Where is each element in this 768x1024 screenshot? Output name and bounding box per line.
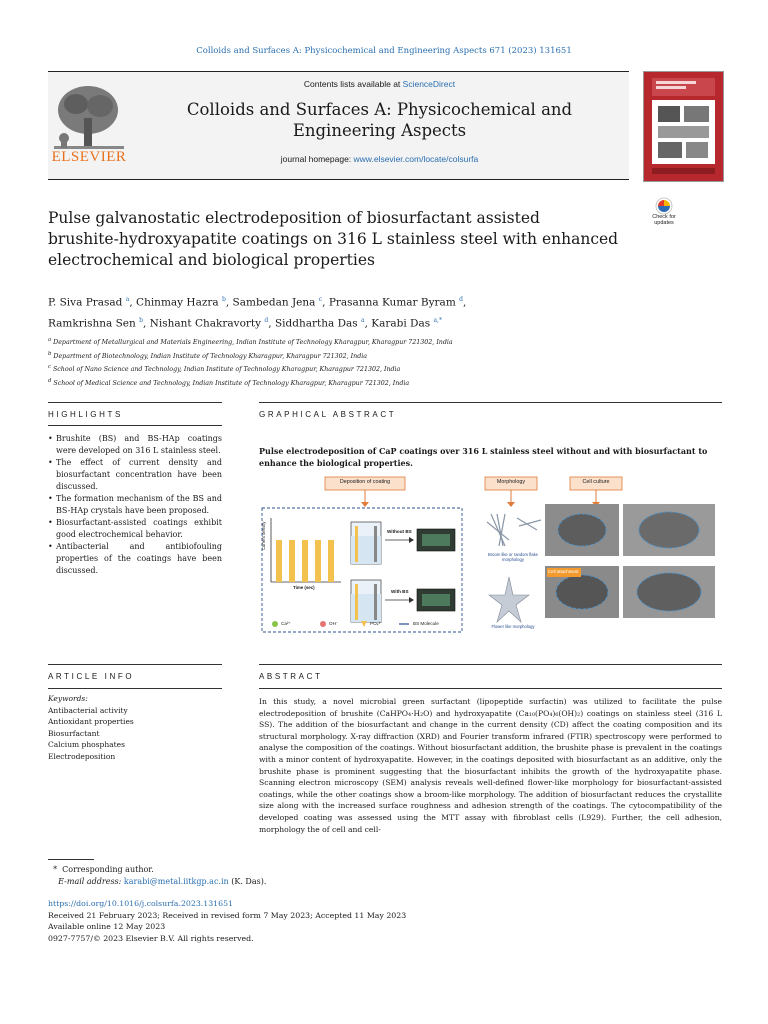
homepage-link[interactable]: www.elsevier.com/locate/colsurfa xyxy=(353,154,479,164)
publisher-wordmark[interactable]: ELSEVIER xyxy=(51,149,127,165)
author-affil-mark[interactable]: d xyxy=(264,316,269,324)
author-affil-mark[interactable]: b xyxy=(222,296,226,303)
cover-art-icon xyxy=(644,72,723,181)
email-link[interactable]: karabi@metal.iitkgp.ac.in xyxy=(123,877,229,886)
author-affil-mark[interactable]: c xyxy=(318,296,323,303)
corresponding-author-note xyxy=(48,864,448,888)
author-affil-mark[interactable]: a,* xyxy=(433,316,442,324)
article-info-heading: ARTICLE INFO xyxy=(48,672,135,681)
graphical-abstract-rule xyxy=(259,402,722,403)
affiliation-text: Department of Biotechnology, Indian Institute of Technology Kharagpur, Kharagpur 721302, India xyxy=(53,352,368,360)
author-name[interactable]: Nishant Chakravorty xyxy=(149,317,262,329)
abstract-underline xyxy=(259,688,722,689)
highlight-item: • Brushite (BS) and BS-HAp coatings were developed on 316 L stainless steel. xyxy=(56,433,222,457)
author-affil-mark[interactable]: d xyxy=(459,296,463,303)
footnote-rule xyxy=(48,859,94,860)
check-updates-line: Check for xyxy=(652,214,676,220)
received-dates: Received 21 February 2023; Received in revised form 7 May 2023; Accepted 11 May 2023 xyxy=(48,910,407,920)
available-online: Available online 12 May 2023 xyxy=(48,922,166,932)
keyword-item: Antibacterial activity xyxy=(48,705,128,715)
keyword-item: Electrodeposition xyxy=(48,751,116,761)
author-name[interactable]: Siddhartha Das xyxy=(274,317,358,329)
highlights-rule xyxy=(48,402,222,403)
highlight-item: • Biosurfactant-assisted coatings exhibit good electrochemical behavior. xyxy=(56,517,222,541)
author-name[interactable]: Prasanna Kumar Byram xyxy=(328,296,456,309)
keywords-label: Keywords: xyxy=(48,694,88,703)
journal-title-line: Colloids and Surfaces A: Physicochemical and xyxy=(186,100,573,119)
affiliation-mark: c xyxy=(48,364,51,371)
ga-deposition-label: Deposition of coating xyxy=(339,479,391,485)
affiliation-text: Department of Metallurgical and Materials Engineering, Indian Institute of Technology Kharagpur, Kharagpur 721302, India xyxy=(53,339,453,347)
author-name[interactable]: P. Siva Prasad xyxy=(48,296,123,309)
highlight-item: • The effect of current density and biosurfactant concentration have been discussed. xyxy=(56,457,222,493)
keywords-block xyxy=(48,693,228,763)
ga-without-bs-label: Without BS xyxy=(387,529,412,534)
corresponding-line: * Corresponding author. xyxy=(48,865,154,874)
ga-legend-ca: Ca²⁺ xyxy=(281,621,291,626)
journal-homepage xyxy=(130,154,629,164)
article-info-rule xyxy=(48,664,222,665)
affiliation-text: School of Nano Science and Technology, Indian Institute of Technology Kharagpur, Kharagpur 721302, India xyxy=(52,366,401,374)
author-name[interactable]: Sambedan Jena xyxy=(232,296,316,309)
keyword-item: Antioxidant properties xyxy=(48,717,134,727)
author-name[interactable]: Chinmay Hazra xyxy=(136,296,219,309)
affiliation-mark: d xyxy=(48,377,52,384)
paper-title-line: brushite-hydroxyapatite coatings on 316 L stainless steel with enhanced xyxy=(48,230,619,248)
journal-title-line: Engineering Aspects xyxy=(292,121,467,140)
author-affil-mark[interactable]: b xyxy=(139,316,143,324)
article-info-underline xyxy=(48,688,222,689)
check-updates-label xyxy=(641,214,687,226)
highlights-heading: HIGHLIGHTS xyxy=(48,410,123,419)
ga-axis-y-label: Current density xyxy=(261,521,266,550)
ga-legend-oh: OH⁻ xyxy=(329,621,339,626)
running-header[interactable]: Colloids and Surfaces A: Physicochemical and Engineering Aspects 671 (2023) 131651 xyxy=(196,46,572,56)
ga-broom-label: Broom like or random flake morphology xyxy=(487,552,539,562)
abstract-heading: ABSTRACT xyxy=(259,672,323,681)
ga-with-bs-label: With BS xyxy=(391,589,409,594)
homepage-prefix: journal homepage: xyxy=(280,154,354,164)
copyright-line: 0927-7757/© 2023 Elsevier B.V. All rights reserved. xyxy=(48,933,254,943)
check-updates-line: updates xyxy=(654,220,674,226)
affiliation-list xyxy=(48,335,688,389)
paper-title xyxy=(48,208,638,271)
author-name[interactable]: Ramkrishna Sen xyxy=(48,317,136,329)
author-line: P. Siva Prasad $^a$, Chinmay Hazra $^b$, Sambedan Jena $^c$, Prasanna Kumar Byram $^d$, xyxy=(48,296,467,309)
paper-title-line: electrochemical and biological properties xyxy=(48,251,375,269)
author-affil-mark[interactable]: a xyxy=(360,316,365,324)
doi-link[interactable]: https://doi.org/10.1016/j.colsurfa.2023.131651 xyxy=(48,899,234,908)
ga-morphology-label: Morphology xyxy=(496,479,526,485)
highlight-item: • The formation mechanism of the BS and BS-HAp crystals have been proposed. xyxy=(56,493,222,517)
graphical-abstract-heading: GRAPHICAL ABSTRACT xyxy=(259,410,397,419)
abstract-text: In this study, a novel microbial green surfactant (lipopeptide surfactin) was utilized to facilitate the pulse electrodeposition of brushite (CaHPO₄·H₂O) and hydroxyapatite (Ca₁₀(PO₄)₆(OH)₂) coatings on stainless steel (316 L SS). The addition of the biosurfactant and change in the current density (CD) affect the coating composition and its structural morphology. X-ray diffraction (XRD) and Fourier transform infrared (FTIR) spectroscopy were performed to analyse the composition of the coatings. Without biosurfactant addition, the brushite phase is prevalent in the coatings with a minor content of hydroxyapatite. However, in the coatings deposited with biosurfactant as an additive, only the brushite phase is prominent suggesting that the biosurfactant inhibits the growth of the hydroxyapatite phase. Scanning electron microscopy (SEM) analysis reveals well-defined flower-like morphology for biosurfactant-assisted coatings, while the other coatings show a broom-like morphology. The addition of biosurfactant reduces the crystallite size along with the increased surface roughness and adhesion strength of the coatings. The cytocompatibility of the developed coating was assessed using the MTT assay with fibroblast cells (L929). Further, the cell adhesion, morphology the of cell and cell- xyxy=(259,697,722,834)
graphical-abstract-figure[interactable] xyxy=(259,474,722,634)
highlight-item: • Antibacterial and antibiofouling properties of the coatings have been discussed. xyxy=(56,541,222,577)
affiliation-mark: b xyxy=(48,350,52,357)
contents-lists xyxy=(130,79,629,89)
contents-prefix: Contents lists available at xyxy=(303,79,403,89)
author-name[interactable]: Karabi Das xyxy=(371,317,431,329)
abstract-rule xyxy=(259,664,722,665)
affiliation-item xyxy=(48,362,688,376)
paper-title-line: Pulse galvanostatic electrodeposition of biosurfactant assisted xyxy=(48,209,540,227)
sciencedirect-link[interactable]: ScienceDirect xyxy=(402,79,456,89)
article-footer xyxy=(48,898,648,944)
ga-culture-label: Cell culture xyxy=(582,479,610,485)
affiliation-mark: a xyxy=(48,337,52,343)
highlights-underline xyxy=(48,425,222,426)
ga-axis-x-label: Time (sec) xyxy=(293,585,315,590)
keyword-item: Biosurfactant xyxy=(48,728,100,738)
journal-cover-thumbnail[interactable] xyxy=(643,71,724,182)
author-affil-mark[interactable]: a xyxy=(125,296,130,303)
keyword-item: Calcium phosphates xyxy=(48,740,125,750)
email-suffix: (K. Das). xyxy=(231,877,267,886)
author-line: Ramkrishna Sen $^b$, Nishant Chakravorty $^d$, Siddhartha Das $^a$, Karabi Das $^{a,*}$ xyxy=(48,316,442,329)
ga-legend-po4: PO₄³⁻ xyxy=(370,621,383,626)
graphical-abstract-caption: Pulse electrodeposition of CaP coatings over 316 L stainless steel without and with biosurfactant to enhance the biological properties. xyxy=(259,446,708,468)
email-line xyxy=(48,876,448,888)
affiliation-item xyxy=(48,349,688,363)
ga-flower-label: Flower like morphology xyxy=(491,624,535,629)
ga-cell-attachment-label: Cell attachment xyxy=(548,569,579,574)
corresponding-label: Corresponding author. xyxy=(62,865,154,874)
affiliation-text: School of Medical Science and Technology, Indian Institute of Technology Kharagpur, Kharagpur 721302, India xyxy=(53,379,410,387)
author-list xyxy=(48,291,648,332)
affiliation-item xyxy=(48,376,688,390)
ga-legend-bs: BS Molecule xyxy=(413,621,439,626)
affiliation-item xyxy=(48,335,688,349)
email-label: E-mail address: xyxy=(58,877,122,886)
highlights-list xyxy=(48,433,222,577)
journal-title xyxy=(130,99,629,141)
